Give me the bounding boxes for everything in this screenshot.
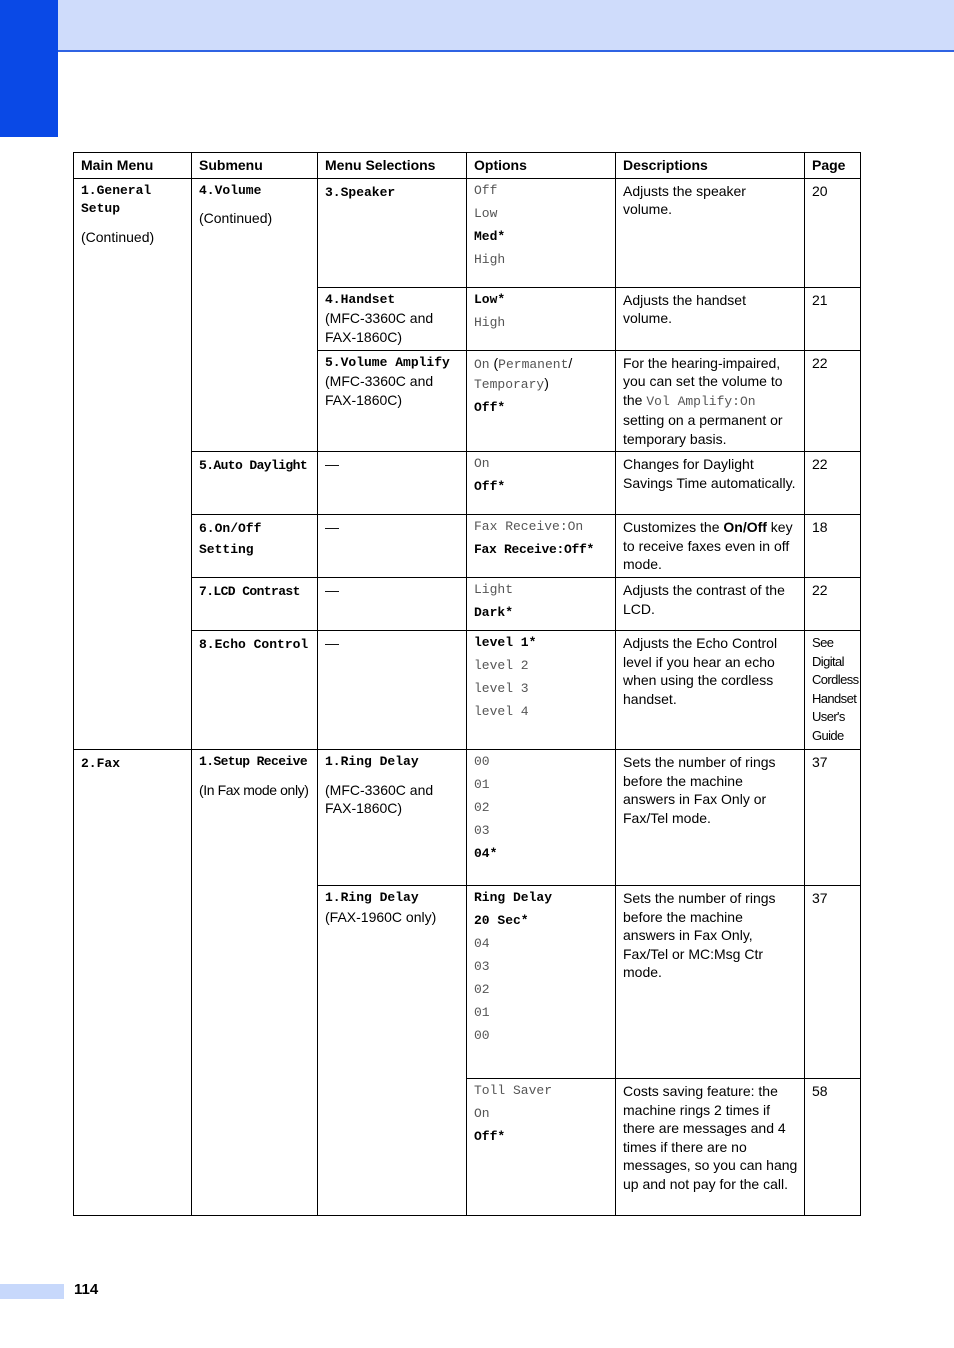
- main-menu-cell: [74, 750, 192, 1216]
- option: Fax Receive:On: [474, 519, 584, 534]
- page-ref: 21: [805, 287, 861, 350]
- submenu-auto-daylight: 5.Auto Daylight: [199, 458, 308, 473]
- option: On: [474, 1106, 490, 1121]
- selection-cell: [318, 750, 467, 886]
- header-band: [58, 0, 954, 52]
- option: 03: [474, 823, 490, 838]
- page-ref: 58: [805, 1079, 861, 1216]
- selection-note: (MFC-3360C and FAX-1860C): [325, 373, 434, 408]
- table-row: [74, 750, 861, 886]
- option-heading: Ring Delay: [474, 890, 553, 905]
- option: Low: [474, 205, 498, 221]
- page-ref: 22: [805, 350, 861, 452]
- selection-note: (MFC-3360C and FAX-1860C): [325, 310, 434, 345]
- main-menu-general: 1.General Setup: [81, 182, 152, 216]
- page-ref: 18: [805, 515, 861, 578]
- option: Light: [474, 582, 514, 597]
- selection-cell: [318, 350, 467, 452]
- header-page: Page: [805, 153, 861, 179]
- submenu-on-off-setting: 6.On/Off Setting: [199, 521, 262, 557]
- option: 00: [474, 1028, 490, 1043]
- description: Adjusts the speaker volume.: [616, 178, 805, 287]
- option: 03: [474, 959, 490, 974]
- main-menu-cell: [74, 178, 192, 750]
- options-cell: [467, 886, 616, 1079]
- option: On: [474, 456, 490, 471]
- submenu-cell: [192, 631, 318, 750]
- selection-dash: —: [318, 452, 467, 515]
- option: 01: [474, 777, 490, 792]
- main-menu-continued: (Continued): [81, 228, 155, 245]
- options-cell: [467, 515, 616, 578]
- table-row: [74, 178, 861, 287]
- description: Adjusts the Echo Control level if you hear an echo when using the cordless handset.: [616, 631, 805, 750]
- option: level 2: [474, 658, 529, 673]
- page-ref: 22: [805, 578, 861, 631]
- page-ref: 22: [805, 452, 861, 515]
- option: level 3: [474, 681, 529, 696]
- table-row: [74, 452, 861, 515]
- submenu-echo-control: 8.Echo Control: [199, 637, 309, 652]
- footer-band: [0, 1284, 64, 1299]
- description: For the hearing-impaired, you can set the volume to the Vol Amplify:On setting on a permanent or temporary basis.: [616, 350, 805, 452]
- option-on-mode: On (Permanent/ Temporary): [474, 354, 573, 392]
- option-default: level 1*: [474, 635, 537, 650]
- option-default: Med*: [474, 228, 506, 244]
- description: Sets the number of rings before the machine answers in Fax Only, Fax/Tel or MC:Msg Ctr mode.: [616, 886, 805, 1079]
- selection-dash: —: [318, 578, 467, 631]
- option-default: Fax Receive:Off*: [474, 542, 595, 557]
- menu-table: [73, 152, 861, 1216]
- page-ref: 20: [805, 178, 861, 287]
- option: level 4: [474, 704, 529, 719]
- options-cell: [467, 350, 616, 452]
- header-options: Options: [467, 153, 616, 179]
- selection-volume-amplify: 5.Volume Amplify: [325, 354, 450, 370]
- option-default: 04*: [474, 846, 498, 861]
- option: 00: [474, 754, 490, 769]
- option-default: Off*: [474, 479, 506, 494]
- submenu-setup-receive: 1.Setup Receive: [199, 754, 308, 769]
- page-number: 114: [74, 1281, 99, 1298]
- table-header-row: [74, 153, 861, 179]
- options-cell: [467, 750, 616, 886]
- submenu-note: (In Fax mode only): [199, 781, 309, 798]
- options-cell: [467, 1079, 616, 1216]
- options-cell: [467, 287, 616, 350]
- submenu-volume-continued: (Continued): [199, 210, 273, 226]
- selection-handset: 4.Handset: [325, 291, 396, 307]
- option: 02: [474, 800, 490, 815]
- description: Adjusts the contrast of the LCD.: [616, 578, 805, 631]
- page-ref: 37: [805, 886, 861, 1079]
- header-submenu: Submenu: [192, 153, 318, 179]
- selection-speaker: 3.Speaker: [325, 184, 396, 200]
- table-row: [74, 515, 861, 578]
- submenu-cell: [192, 515, 318, 578]
- option: High: [474, 251, 506, 267]
- header-descriptions: Descriptions: [616, 153, 805, 179]
- chapter-tab: [0, 0, 58, 137]
- submenu-volume: 4.Volume: [199, 182, 262, 198]
- selection-cell: [318, 287, 467, 350]
- option-default: Low*: [474, 291, 506, 307]
- description: Changes for Daylight Savings Time automatically.: [616, 452, 805, 515]
- selection-dash: —: [318, 515, 467, 578]
- options-cell: [467, 452, 616, 515]
- table-row: [74, 578, 861, 631]
- header-main-menu: Main Menu: [74, 153, 192, 179]
- description: Sets the number of rings before the machine answers in Fax Only or Fax/Tel mode.: [616, 750, 805, 886]
- option-default: Off*: [474, 1129, 506, 1144]
- option-default: 20 Sec*: [474, 913, 529, 928]
- description: Costs saving feature: the machine rings 2 times if there are messages and 4 times if there are no messages, so you can hang up and not pay for the call.: [616, 1079, 805, 1216]
- option: 02: [474, 982, 490, 997]
- main-menu-fax: 2.Fax: [81, 756, 121, 771]
- submenu-cell: [192, 578, 318, 631]
- selection-note: (FAX-1960C only): [325, 908, 437, 925]
- option: Off: [474, 182, 498, 198]
- selection-cell: [318, 886, 467, 1216]
- options-cell: [467, 631, 616, 750]
- option: High: [474, 314, 506, 330]
- option: 04: [474, 936, 490, 951]
- selection-dash: —: [318, 631, 467, 750]
- selection-cell: [318, 178, 467, 287]
- description: Customizes the On/Off key to receive faxes even in off mode.: [616, 515, 805, 578]
- selection-note: (MFC-3360C and FAX-1860C): [325, 781, 434, 816]
- submenu-cell: [192, 452, 318, 515]
- option-heading: Toll Saver: [474, 1083, 553, 1098]
- header-menu-selections: Menu Selections: [318, 153, 467, 179]
- on-off-key-label: On/Off: [723, 519, 767, 535]
- submenu-cell: [192, 750, 318, 1216]
- table-row: [74, 631, 861, 750]
- option: 01: [474, 1005, 490, 1020]
- options-cell: [467, 178, 616, 287]
- submenu-volume-cell: [192, 178, 318, 452]
- options-cell: [467, 578, 616, 631]
- page-ref: See Digital Cordless Handset User's Guide: [805, 631, 861, 750]
- page-ref: 37: [805, 750, 861, 886]
- submenu-lcd-contrast: 7.LCD Contrast: [199, 584, 300, 599]
- option-default: Dark*: [474, 605, 514, 620]
- option-default: Off*: [474, 399, 506, 415]
- selection-ring-delay: 1.Ring Delay: [325, 890, 419, 905]
- description: Adjusts the handset volume.: [616, 287, 805, 350]
- selection-ring-delay: 1.Ring Delay: [325, 754, 419, 769]
